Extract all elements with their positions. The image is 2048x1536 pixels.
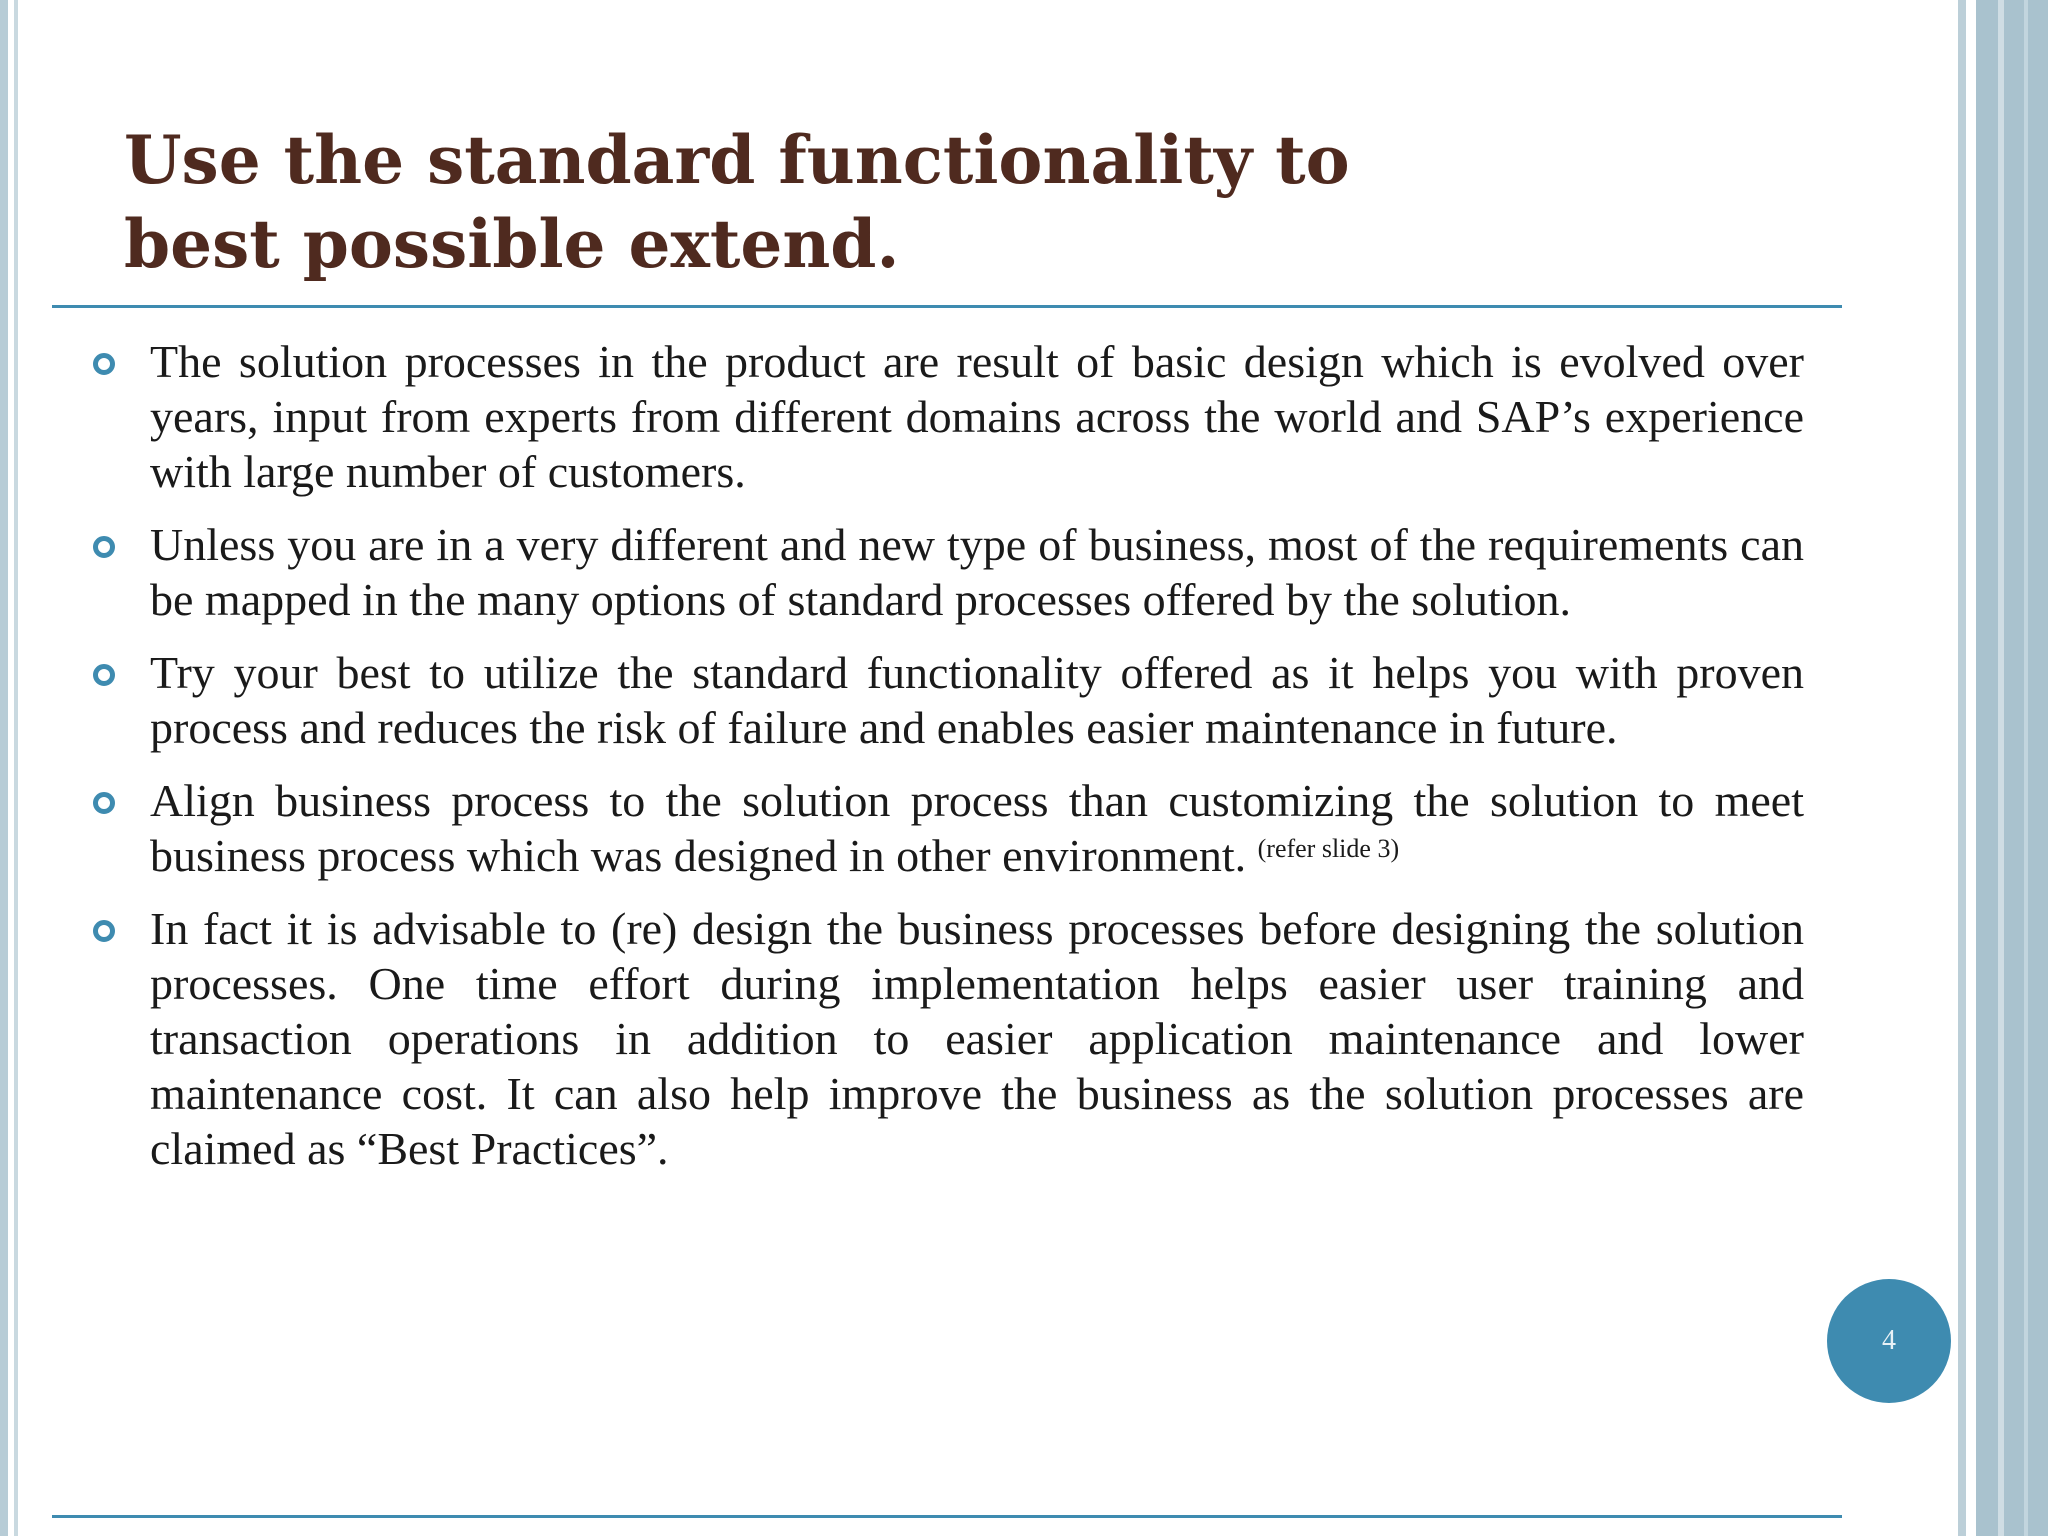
bullet-circle-icon	[93, 920, 115, 942]
right-border-stripe	[1958, 0, 1966, 1536]
title-divider	[52, 305, 1842, 308]
bullet-item	[150, 517, 1804, 627]
left-border-stripe	[0, 0, 8, 1536]
bullet-item	[150, 773, 1804, 883]
bullet-circle-icon	[93, 664, 115, 686]
page-number-badge	[1827, 1279, 1951, 1403]
page-number: 4	[1882, 1325, 1896, 1356]
bullet-list	[150, 334, 1804, 1194]
bullet-circle-icon	[93, 792, 115, 814]
bullet-item	[150, 901, 1804, 1176]
right-border-highlight	[1998, 0, 2004, 1536]
bullet-item	[150, 645, 1804, 755]
bullet-item	[150, 334, 1804, 499]
right-border-highlight-outer	[2024, 0, 2028, 1536]
bullet-text: Unless you are in a very different and new type of business, most of the requirements can be mapped in the many options of standard processes offered by the solution.	[150, 519, 1804, 625]
bullet-circle-icon	[93, 536, 115, 558]
left-border-stripe-inner	[14, 0, 18, 1536]
reference-note: (refer slide 3)	[1257, 834, 1400, 863]
bullet-text: In fact it is advisable to (re) design the business processes before designing the solution processes. One time effort during implementation helps easier user training and transaction operations in addition to easier application maintenance and lower maintenance cost. It can also help improve the business as the solution processes are claimed as “Best Practices”.	[150, 903, 1804, 1174]
bullet-text: Align business process to the solution process than customizing the solution to meet business process which was designed in other environment.	[150, 775, 1804, 881]
slide-title: Use the standard functionality to best possible extend.	[124, 121, 1350, 283]
right-border-band	[1976, 0, 2048, 1536]
footer-divider	[52, 1515, 1842, 1518]
bullet-text: Try your best to utilize the standard functionality offered as it helps you with proven process and reduces the risk of failure and enables easier maintenance in future.	[150, 647, 1804, 753]
bullet-text: The solution processes in the product are result of basic design which is evolved over years, input from experts from different domains across the world and SAP’s experience with large number of customers.	[150, 336, 1804, 497]
bullet-circle-icon	[93, 353, 115, 375]
